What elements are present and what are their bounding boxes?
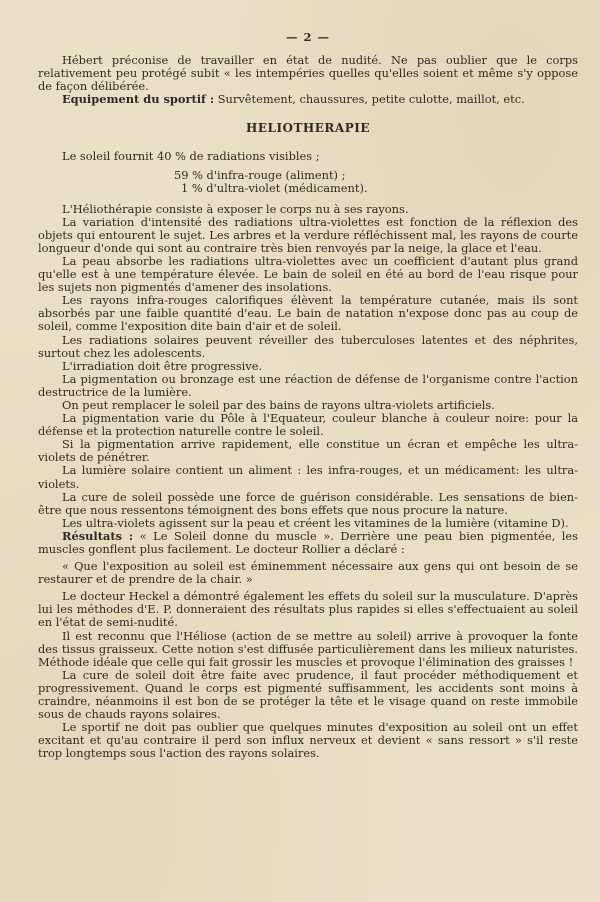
equipment-paragraph	[38, 93, 578, 106]
results-label: Résultats :	[62, 528, 134, 543]
paragraph: Le docteur Heckel a démontré également les effets du soleil sur la musculature. D'après lui les méthodes d'E. P. donneraient des résultats plus rapides si elles s'effectuaient au soleil en l'état de semi-nudité.	[38, 589, 578, 630]
equipment-text: Survêtement, chaussures, petite culotte, maillot, etc.	[214, 92, 525, 107]
paragraph: Les rayons infra-rouges calorifiques élèvent la température cutanée, mais ils sont absorbés par une faible quantité d'eau. Le bain de natation n'expose donc pas au coup de soleil, comme l'exposition dite bain d'air et de soleil.	[38, 293, 578, 334]
paragraph: La variation d'intensité des radiations ultra-violettes est fonction de la réflexion des objets qui entourent le sujet. Les arbres et la verdure réfléchissent mal, les rayons de courte longueur d'onde qui sont au contraire très bien renvoyés par la neige, la glace et l'eau.	[38, 214, 578, 255]
paragraph: La cure de soleil possède une force de guérison considérable. Les sensations de bien-être que nous ressentons témoignent des bons effets que nous procure la nature.	[38, 489, 578, 517]
results-paragraph	[38, 530, 578, 556]
page-number: — 2 —	[285, 30, 330, 44]
results-text: « Le Soleil donne du muscle ». Derrière une peau bien pigmentée, les muscles gonflent plus facilement. Le docteur Rollier a déclaré :	[38, 528, 578, 556]
paragraph: Les radiations solaires peuvent réveiller des tuberculoses latentes et des néphrites, surtout chez les adolescents.	[38, 332, 578, 360]
intro-paragraph: Hébert préconise de travailler en état de nudité. Ne pas oublier que le corps relativement peu protégé subit « les intempéries quelles qu'elles soient et même s'y oppose de façon délibérée.	[38, 53, 578, 94]
equipment-label: Equipement du sportif :	[62, 92, 215, 107]
paragraph: On peut remplacer le soleil par des bains de rayons ultra-violets artificiels.	[62, 397, 495, 412]
stat-ultraviolet: 1 % d'ultra-violet (médicament).	[181, 181, 368, 196]
paragraph: L'Héliothérapie consiste à exposer le corps nu à ses rayons.	[62, 201, 409, 216]
paragraph: Si la pigmentation arrive rapidement, elle constitue un écran et empêche les ultra-violets de pénétrer.	[38, 437, 578, 465]
paragraph: La pigmentation varie du Pôle à l'Equateur, couleur blanche à couleur noire: pour la défense et la protection naturelle contre le soleil.	[38, 411, 578, 439]
stat-infrared: 59 % d'infra-rouge (aliment) ;	[174, 168, 346, 183]
paragraph: Le sportif ne doit pas oublier que quelques minutes d'exposition au soleil ont un effet excitant et qu'au contraire il perd son influx nerveux et devient « sans ressort » s'il reste trop longtemps sous l'action des rayons solaires.	[38, 720, 578, 761]
paragraph: La lumière solaire contient un aliment : les infra-rouges, et un médicament: les ultra-violets.	[38, 463, 578, 491]
quote-paragraph: « Que l'exposition au soleil est éminemment nécessaire aux gens qui ont besoin de se restaurer et de prendre de la chair. »	[38, 559, 578, 587]
paragraph: L'irradiation doit être progressive.	[62, 358, 263, 373]
paragraph: La pigmentation ou bronzage est une réaction de défense de l'organisme contre l'action destructrice de la lumière.	[38, 371, 578, 399]
stat-visible: Le soleil fournit 40 % de radiations visibles ;	[62, 149, 320, 164]
paragraph: Il est reconnu que l'Héliose (action de se mettre au soleil) arrive à provoquer la fonte des tissus graisseux. Cette notion s'est diffusée particulièrement dans les milieux naturistes. Méthode idéale que celle qui fait grossir les muscles et provoque l'élimination des graisses !	[38, 628, 578, 669]
paragraph: La cure de soleil doit être faite avec prudence, il faut procéder méthodiquement et progressivement. Quand le corps est pigmenté suffisamment, les accidents sont moins à craindre, néanmoins il est bon de se protéger la tête et le visage quand on reste immobile sous de chauds rayons solaires.	[38, 667, 578, 722]
paragraph: La peau absorbe les radiations ultra-violettes avec un coefficient d'autant plus grand qu'elle est à une température élevée. Le bain de soleil en été au bord de l'eau risque pour les sujets non pigmentés d'amener des insolations.	[38, 253, 578, 295]
paragraph: Les ultra-violets agissent sur la peau et créent les vitamines de la lumière (vitamine D).	[62, 515, 569, 530]
section-title: HELIOTHERAPIE	[246, 121, 370, 136]
